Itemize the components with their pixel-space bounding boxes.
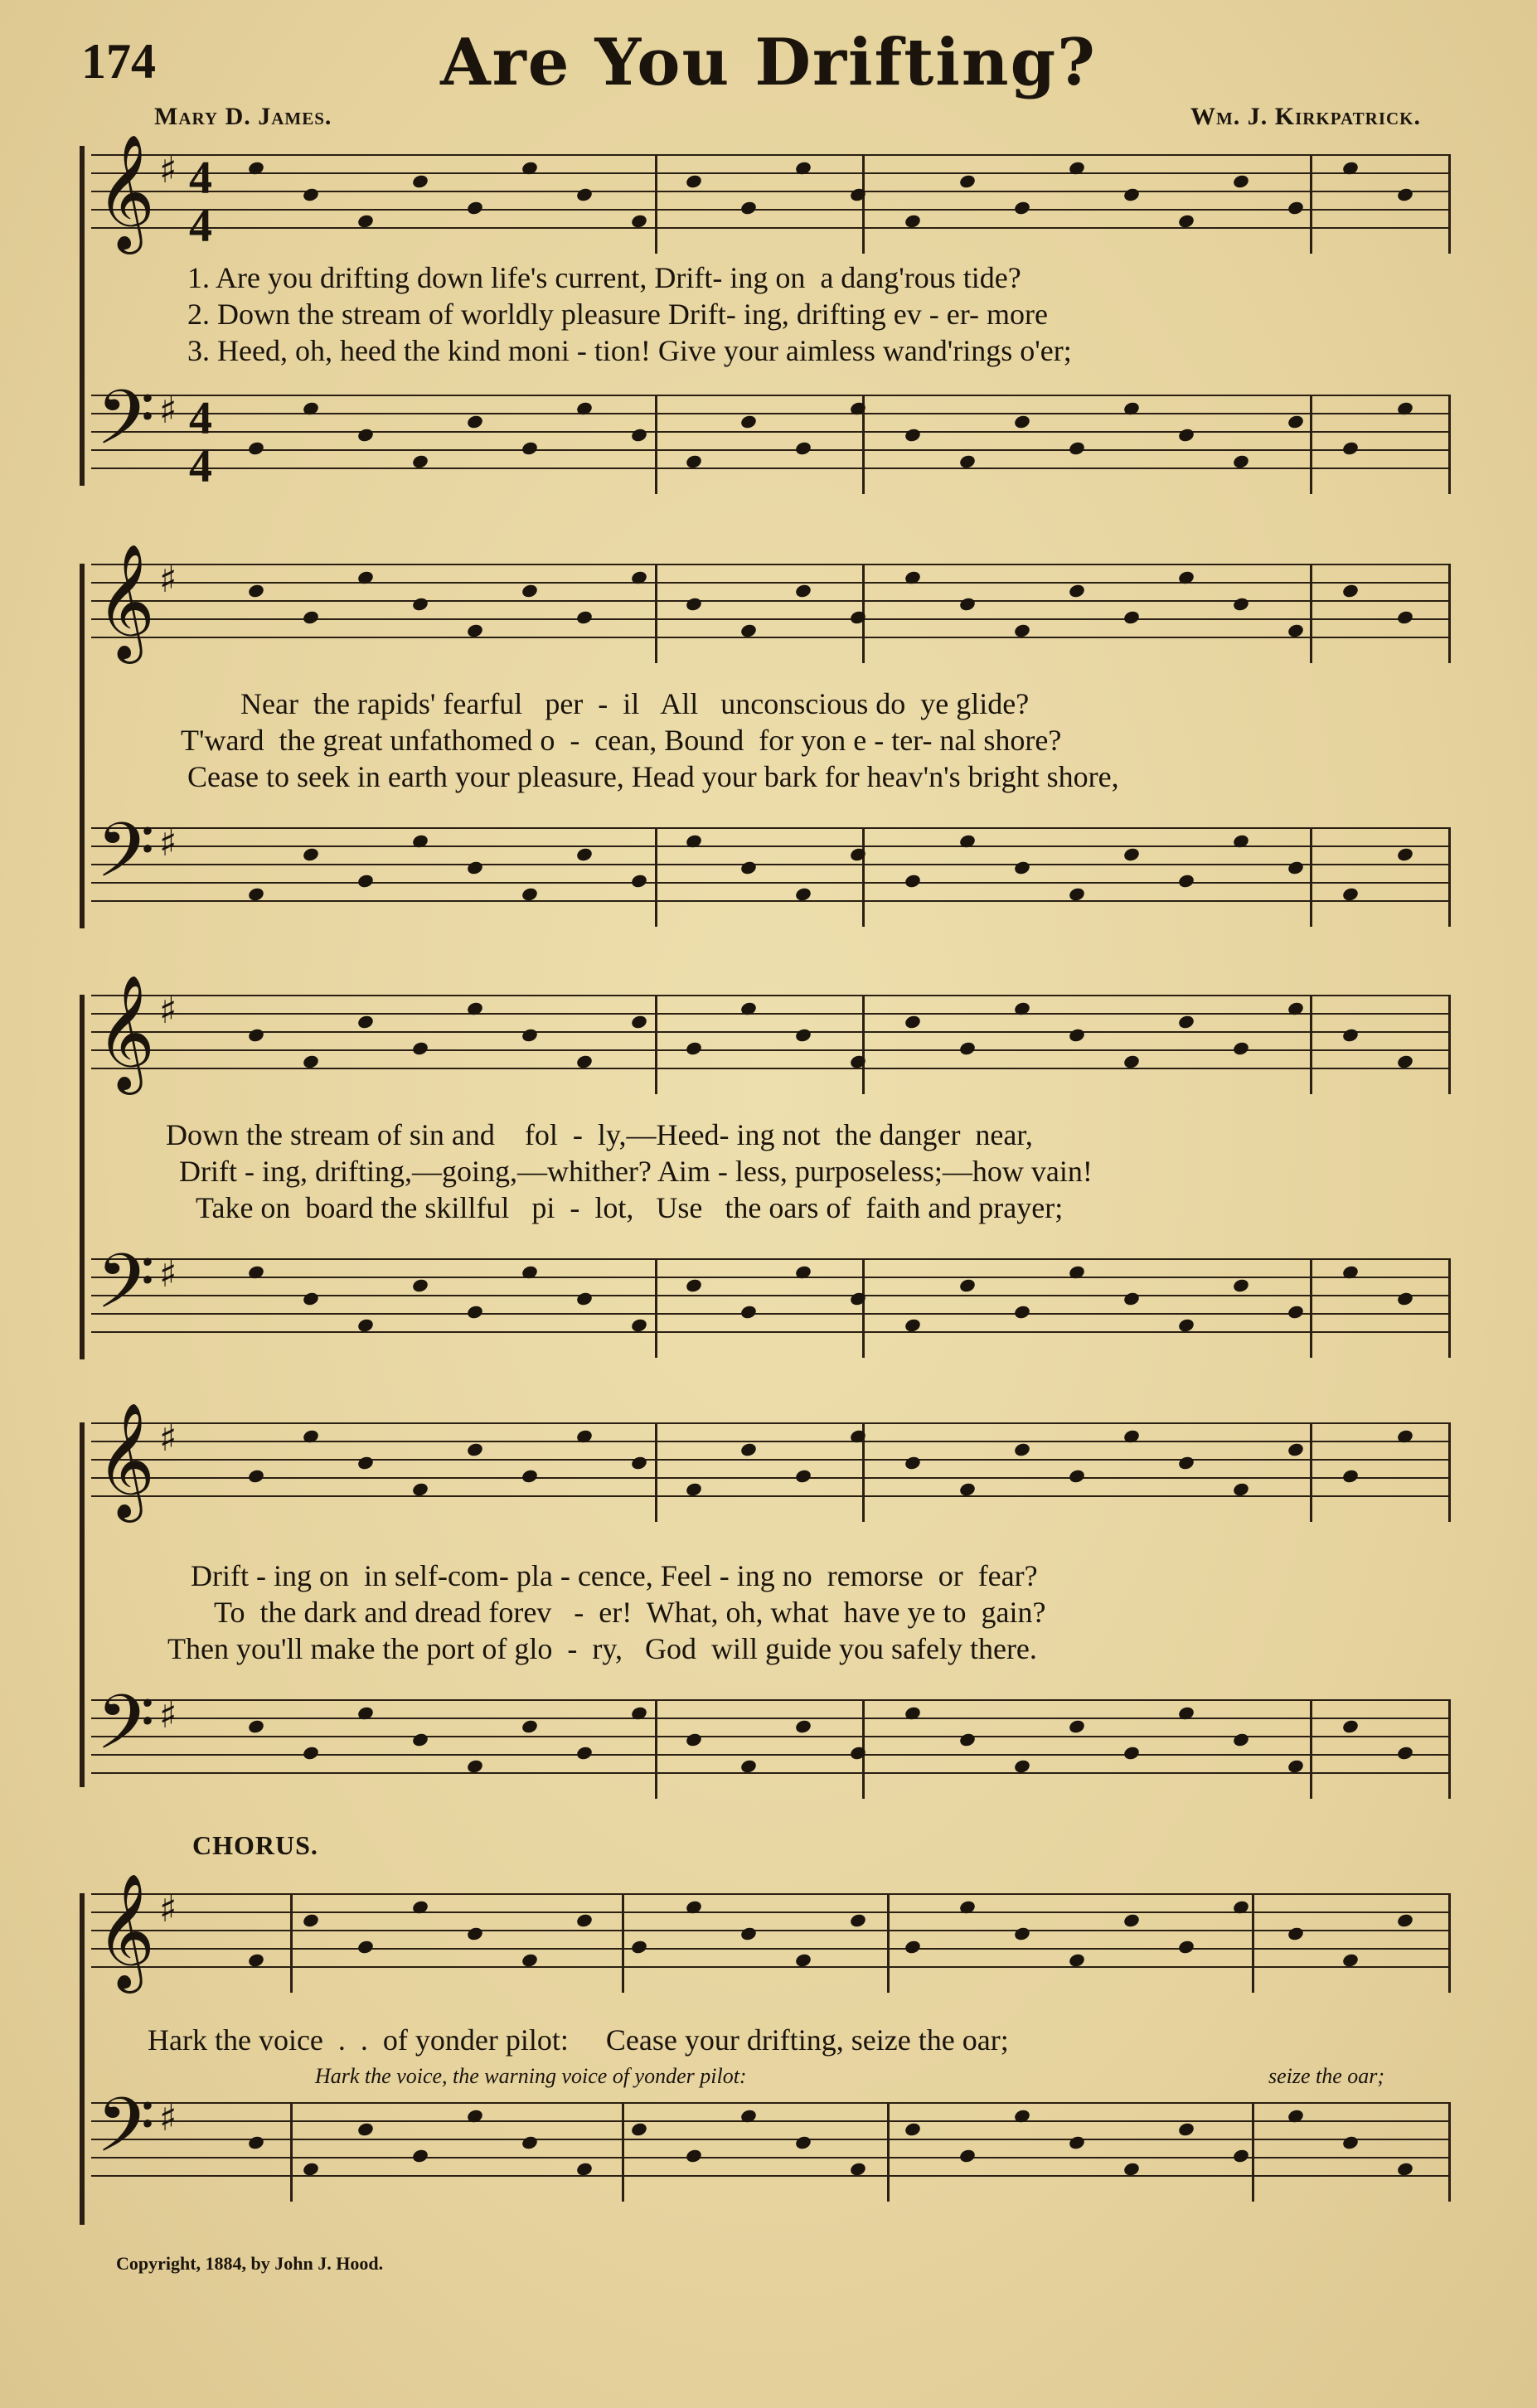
note-head — [411, 173, 429, 189]
treble-clef-icon: 𝄞 — [96, 544, 155, 659]
time-signature: 4 4 — [189, 393, 212, 492]
note-head — [1232, 1732, 1250, 1747]
system-bracket — [80, 146, 85, 486]
note-head — [575, 1912, 594, 1928]
note-head — [1396, 187, 1414, 202]
note-head — [1396, 609, 1414, 625]
note-head — [958, 2148, 977, 2163]
note-head — [685, 1732, 703, 1747]
note-head — [302, 187, 320, 202]
verse-1-line-2: Near the rapids' fearful per - il All unconscious do ye glide? — [240, 687, 1030, 720]
note-head — [1122, 1912, 1141, 1928]
note-head — [1068, 440, 1086, 456]
treble-staff — [91, 975, 1451, 1094]
key-signature-icon: ♯ — [159, 559, 177, 601]
verse-2-line-2: T'ward the great unfathomed o - cean, Bound for yon e - ter- nal shore? — [181, 724, 1062, 757]
treble-staff — [91, 1403, 1451, 1522]
note-head — [411, 596, 429, 612]
key-signature-icon: ♯ — [159, 1694, 177, 1737]
treble-clef-icon: 𝄞 — [96, 1403, 155, 1518]
note-head — [685, 596, 703, 612]
note-head — [356, 1939, 375, 1955]
chorus-label: CHORUS. — [192, 1830, 318, 1860]
note-head — [794, 1718, 812, 1734]
note-head — [411, 2148, 429, 2163]
note-head — [1177, 1455, 1195, 1470]
note-head — [1013, 200, 1031, 216]
treble-clef-icon: 𝄞 — [96, 975, 155, 1090]
note-head — [575, 846, 594, 862]
note-head — [1341, 583, 1360, 598]
note-head — [466, 1926, 484, 1941]
note-head — [302, 1745, 320, 1761]
note-head — [575, 1745, 594, 1761]
note-head — [356, 1014, 375, 1030]
note-head — [1177, 427, 1195, 443]
note-head — [739, 414, 758, 429]
note-head — [356, 1455, 375, 1470]
verse-3-line-2: Cease to seek in earth your pleasure, Head your bark for heav'n's bright shore, — [187, 760, 1119, 793]
note-head — [302, 1291, 320, 1306]
note-head — [685, 173, 703, 189]
note-head — [1396, 1291, 1414, 1306]
note-head — [302, 846, 320, 862]
note-head — [247, 1468, 265, 1484]
treble-staff — [91, 544, 1451, 663]
note-head — [466, 1304, 484, 1320]
note-head — [794, 583, 812, 598]
note-head — [411, 1732, 429, 1747]
note-head — [958, 1040, 977, 1056]
note-head — [1232, 596, 1250, 612]
verse-1-line-3: Down the stream of sin and fol - ly,—Heed- ing not the danger near, — [166, 1118, 1033, 1151]
note-head — [1013, 860, 1031, 875]
bass-staff — [91, 1238, 1451, 1358]
note-head — [521, 1718, 539, 1734]
key-signature-icon: ♯ — [159, 990, 177, 1032]
note-head — [904, 873, 922, 889]
note-head — [630, 873, 648, 889]
system-bracket — [80, 1893, 85, 2225]
note-head — [1232, 173, 1250, 189]
note-head — [1396, 1912, 1414, 1928]
note-head — [739, 860, 758, 875]
note-head — [247, 583, 265, 598]
note-head — [1177, 873, 1195, 889]
note-head — [1287, 414, 1305, 429]
bass-clef-icon: 𝄢 — [96, 807, 155, 913]
note-head — [1068, 1468, 1086, 1484]
treble-staff — [91, 1873, 1451, 1993]
note-head — [466, 1441, 484, 1457]
note-head — [739, 1304, 758, 1320]
treble-clef-icon: 𝄞 — [96, 134, 155, 250]
note-head — [904, 1939, 922, 1955]
note-head — [794, 1027, 812, 1043]
note-head — [302, 609, 320, 625]
verse-1-line-4: Drift - ing on in self-com- pla - cence, Feel - ing no remorse or fear? — [191, 1559, 1038, 1592]
bass-clef-icon: 𝄢 — [96, 1238, 155, 1344]
note-head — [466, 200, 484, 216]
verse-2-line-3: Drift - ing, drifting,—going,—whither? Aim - less, purposeless;—how vain! — [179, 1155, 1093, 1188]
note-head — [1068, 1718, 1086, 1734]
note-head — [356, 873, 375, 889]
note-head — [794, 440, 812, 456]
bass-staff — [91, 807, 1451, 927]
bass-clef-icon: 𝄢 — [96, 2081, 155, 2188]
verse-3-line-3: Take on board the skillful pi - lot, Use the oars of faith and prayer; — [196, 1191, 1064, 1224]
copyright-notice: Copyright, 1884, by John J. Hood. — [116, 2253, 384, 2274]
note-head — [958, 173, 977, 189]
note-head — [904, 2121, 922, 2137]
note-head — [958, 596, 977, 612]
note-head — [247, 2134, 265, 2150]
verse-3-line-4: Then you'll make the port of glo - ry, God will guide you safely there. — [167, 1632, 1037, 1665]
lyricist-credit: Mary D. James. — [154, 103, 332, 130]
note-head — [247, 1718, 265, 1734]
key-signature-icon: ♯ — [159, 149, 177, 191]
note-head — [1396, 846, 1414, 862]
note-head — [1287, 1304, 1305, 1320]
note-head — [1122, 609, 1141, 625]
treble-clef-icon: 𝄞 — [96, 1873, 155, 1989]
note-head — [521, 2134, 539, 2150]
note-head — [1177, 1014, 1195, 1030]
treble-staff — [91, 134, 1451, 254]
note-head — [1341, 2134, 1360, 2150]
note-head — [1177, 1939, 1195, 1955]
note-head — [904, 1014, 922, 1030]
note-head — [1287, 1441, 1305, 1457]
note-head — [1396, 1745, 1414, 1761]
note-head — [302, 1912, 320, 1928]
chorus-lyric: Hark the voice . . of yonder pilot: Cease your drifting, seize the oar; — [148, 2023, 1009, 2057]
note-head — [1177, 2121, 1195, 2137]
note-head — [575, 609, 594, 625]
note-head — [1287, 860, 1305, 875]
note-head — [794, 2134, 812, 2150]
note-head — [739, 200, 758, 216]
note-head — [685, 2148, 703, 2163]
bass-staff — [91, 2081, 1451, 2202]
note-head — [1232, 2148, 1250, 2163]
note-head — [521, 1027, 539, 1043]
note-head — [575, 187, 594, 202]
key-signature-icon: ♯ — [159, 390, 177, 432]
key-signature-icon: ♯ — [159, 2097, 177, 2139]
verse-2-line-1: 2. Down the stream of worldly pleasure Drift- ing, drifting ev - er- more — [187, 298, 1048, 331]
note-head — [356, 2121, 375, 2137]
note-head — [630, 2121, 648, 2137]
note-head — [1341, 1718, 1360, 1734]
note-head — [356, 427, 375, 443]
note-head — [739, 1441, 758, 1457]
note-head — [958, 1277, 977, 1293]
note-head — [521, 440, 539, 456]
note-head — [1287, 200, 1305, 216]
note-head — [739, 1926, 758, 1941]
bass-staff — [91, 374, 1451, 494]
note-head — [1068, 583, 1086, 598]
note-head — [1013, 414, 1031, 429]
note-head — [1013, 1441, 1031, 1457]
note-head — [466, 414, 484, 429]
note-head — [521, 583, 539, 598]
key-signature-icon: ♯ — [159, 1253, 177, 1296]
chorus-bass-lyric-right: seize the oar; — [1268, 2064, 1385, 2088]
note-head — [630, 1455, 648, 1470]
note-head — [1341, 1027, 1360, 1043]
key-signature-icon: ♯ — [159, 1417, 177, 1460]
time-signature: 4 4 — [189, 153, 212, 252]
system-bracket — [80, 564, 85, 928]
note-head — [575, 1291, 594, 1306]
note-head — [1068, 2134, 1086, 2150]
note-head — [1122, 1291, 1141, 1306]
bass-clef-icon: 𝄢 — [96, 1679, 155, 1785]
note-head — [630, 1939, 648, 1955]
note-head — [1232, 1277, 1250, 1293]
note-head — [1013, 1304, 1031, 1320]
note-head — [630, 1014, 648, 1030]
key-signature-icon: ♯ — [159, 1888, 177, 1931]
note-head — [466, 860, 484, 875]
hymn-title: Are You Drifting? — [440, 25, 1097, 100]
note-head — [247, 1027, 265, 1043]
note-head — [904, 427, 922, 443]
chorus-bass-lyric: Hark the voice, the warning voice of yonder pilot: — [315, 2064, 747, 2088]
note-head — [411, 1277, 429, 1293]
composer-credit: Wm. J. Kirkpatrick. — [1190, 103, 1421, 130]
note-head — [247, 440, 265, 456]
note-head — [685, 1040, 703, 1056]
note-head — [685, 1277, 703, 1293]
note-head — [1341, 440, 1360, 456]
note-head — [1287, 1926, 1305, 1941]
note-head — [1013, 1926, 1031, 1941]
note-head — [630, 427, 648, 443]
bass-clef-icon: 𝄢 — [96, 374, 155, 480]
note-head — [1122, 1745, 1141, 1761]
key-signature-icon: ♯ — [159, 822, 177, 865]
note-head — [849, 1912, 867, 1928]
note-head — [1232, 1040, 1250, 1056]
bass-staff — [91, 1679, 1451, 1799]
note-head — [411, 1040, 429, 1056]
note-head — [958, 1732, 977, 1747]
note-head — [1122, 846, 1141, 862]
note-head — [794, 1468, 812, 1484]
system-bracket — [80, 995, 85, 1359]
note-head — [904, 1455, 922, 1470]
verse-2-line-4: To the dark and dread forev - er! What, oh, what have ye to gain? — [214, 1596, 1046, 1629]
system-bracket — [80, 1422, 85, 1787]
note-head — [1341, 1468, 1360, 1484]
page-number: 174 — [81, 34, 156, 89]
note-head — [1122, 187, 1141, 202]
verse-3-line-1: 3. Heed, oh, heed the kind moni - tion! Give your aimless wand'rings o'er; — [187, 334, 1072, 367]
note-head — [1068, 1027, 1086, 1043]
note-head — [521, 1468, 539, 1484]
verse-1-line-1: 1. Are you drifting down life's current, Drift- ing on a dang'rous tide? — [187, 261, 1021, 294]
